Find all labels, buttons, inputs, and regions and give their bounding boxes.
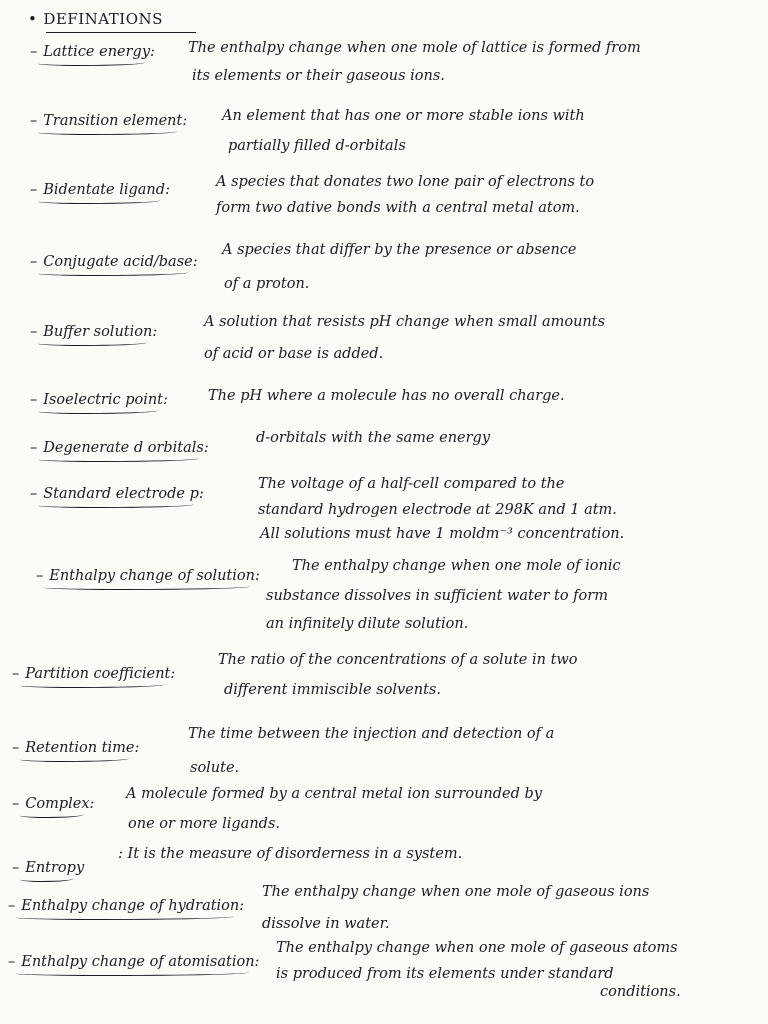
definition-text: A species that differ by the presence or absence [222, 242, 577, 258]
definition-term: – Bidentate ligand: [30, 182, 170, 198]
definition-term: – Entropy [12, 860, 84, 876]
definition-text: dissolve in water. [262, 916, 390, 932]
definition-text: form two dative bonds with a central metal atom. [216, 200, 580, 216]
definition-text: All solutions must have 1 moldm⁻³ concentration. [260, 526, 625, 542]
definition-text: The ratio of the concentrations of a solute in two [218, 652, 578, 668]
definition-text: partially filled d-orbitals [228, 138, 406, 154]
definition-text: A solution that resists pH change when small amounts [204, 314, 606, 330]
definition-text: conditions. [600, 984, 681, 1000]
bullet-icon: • [28, 10, 38, 28]
definition-text: The pH where a molecule has no overall charge. [208, 388, 565, 404]
definition-term: – Lattice energy: [30, 44, 155, 60]
definition-text: A species that donates two lone pair of electrons to [216, 174, 595, 190]
definition-text: standard hydrogen electrode at 298K and 1 atm. [258, 502, 617, 518]
definition-text: The enthalpy change when one mole of lattice is formed from [188, 40, 641, 56]
definition-text: substance dissolves in sufficient water to form [266, 588, 608, 604]
definition-text: of acid or base is added. [204, 346, 384, 362]
definition-text: d-orbitals with the same energy [256, 430, 491, 446]
definition-term: – Retention time: [12, 740, 139, 756]
definition-text: The enthalpy change when one mole of gaseous atoms [276, 940, 678, 956]
definition-text: an infinitely dilute solution. [266, 616, 469, 632]
definition-text: The time between the injection and detection of a [188, 726, 555, 742]
definition-text: The enthalpy change when one mole of gaseous ions [262, 884, 650, 900]
heading-underline [46, 32, 196, 33]
heading-text: DEFINATIONS [43, 10, 163, 28]
definition-text: its elements or their gaseous ions. [192, 68, 445, 84]
definition-term: – Enthalpy change of solution: [36, 568, 260, 584]
definition-term: – Standard electrode p: [30, 486, 204, 502]
definition-text: is produced from its elements under standard [276, 966, 614, 982]
definition-text: of a proton. [224, 276, 310, 292]
definition-term: – Partition coefficient: [12, 666, 175, 682]
definition-text: The voltage of a half-cell compared to the [258, 476, 565, 492]
definition-text: An element that has one or more stable ions with [222, 108, 585, 124]
definition-text: The enthalpy change when one mole of ionic [292, 558, 621, 574]
definition-text: solute. [190, 760, 240, 776]
definition-text: A molecule formed by a central metal ion surrounded by [126, 786, 542, 802]
definition-text: one or more ligands. [128, 816, 281, 832]
definition-text: : It is the measure of disorderness in a system. [118, 846, 463, 862]
definition-term: – Buffer solution: [30, 324, 157, 340]
definition-term: – Isoelectric point: [30, 392, 168, 408]
definition-term: – Degenerate d orbitals: [30, 440, 209, 456]
definition-term: – Enthalpy change of atomisation: [8, 954, 259, 970]
definition-term: – Conjugate acid/base: [30, 254, 198, 270]
definition-term: – Enthalpy change of hydration: [8, 898, 244, 914]
definition-term: – Transition element: [30, 113, 187, 129]
definition-text: different immiscible solvents. [224, 682, 441, 698]
notes-heading [28, 10, 163, 28]
definition-term: – Complex: [12, 796, 94, 812]
